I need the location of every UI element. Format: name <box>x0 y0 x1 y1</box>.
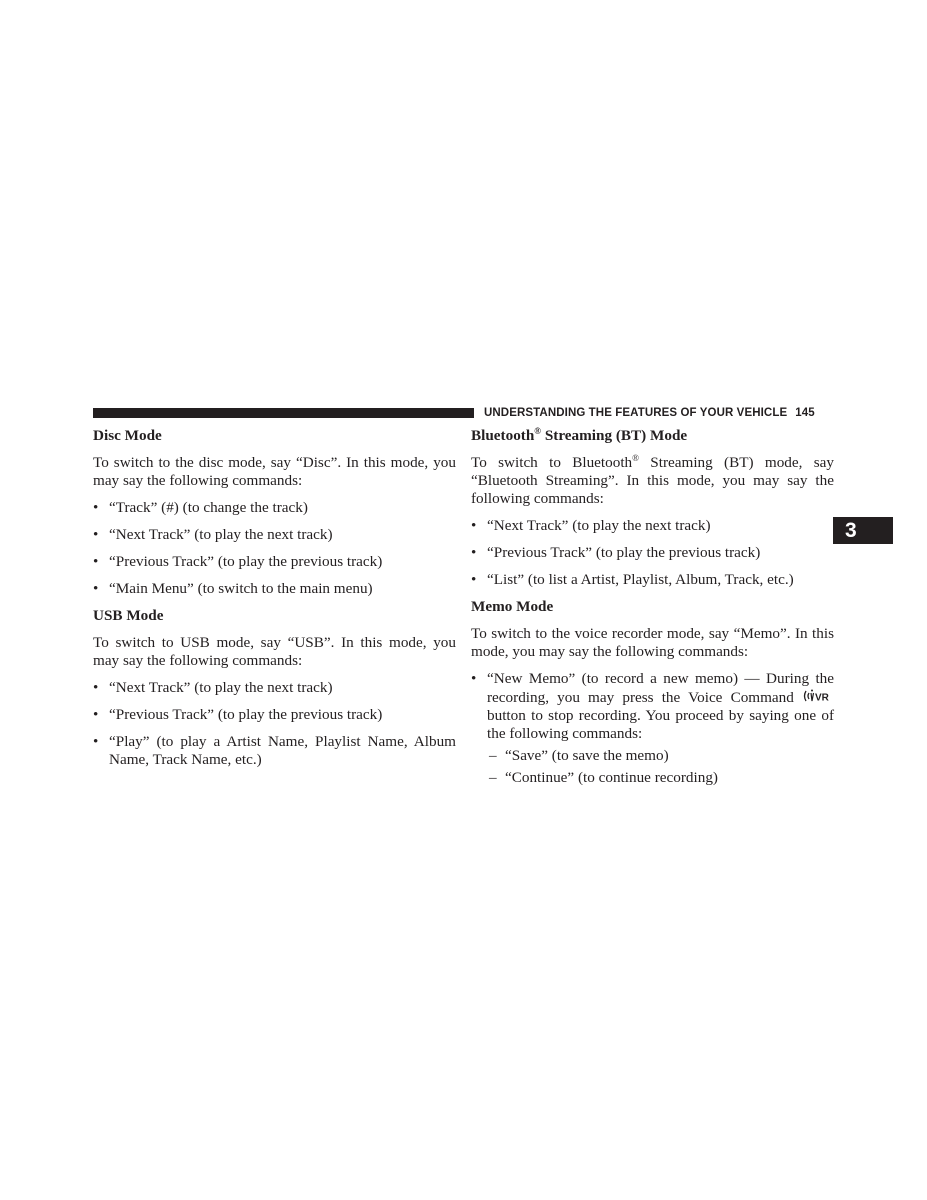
bt-heading-post: Streaming (BT) Mode <box>541 427 688 444</box>
left-column <box>93 427 456 769</box>
list-item: • “Previous Track” (to play the previous track) <box>93 553 456 571</box>
voice-command-icon <box>802 688 834 704</box>
new-memo-text-pre: “New Memo” (to record a new memo) — During the recording, you may press the Voice Command <box>487 670 834 706</box>
list-item: • “Main Menu” (to switch to the main menu) <box>93 580 456 598</box>
registered-mark: ® <box>534 425 542 436</box>
list-item: – “Continue” (to continue recording) <box>487 769 834 787</box>
bt-mode-heading <box>471 427 834 445</box>
memo-mode-list <box>471 670 834 787</box>
bt-mode-intro <box>471 454 834 508</box>
disc-mode-intro: To switch to the disc mode, say “Disc”. In this mode, you may say the following commands: <box>93 454 456 489</box>
right-column <box>471 427 834 787</box>
list-item: • “Next Track” (to play the next track) <box>93 526 456 544</box>
list-item: – “Save” (to save the memo) <box>487 747 834 765</box>
bt-mode-list <box>471 517 834 589</box>
usb-mode-intro: To switch to USB mode, say “USB”. In this mode, you may say the following commands: <box>93 634 456 669</box>
voice-command-icon-label: VR <box>815 692 829 704</box>
list-item-new-memo <box>471 670 834 787</box>
bt-intro-pre: To switch to Bluetooth <box>471 454 633 471</box>
list-item: • “Track” (#) (to change the track) <box>93 499 456 517</box>
disc-mode-heading: Disc Mode <box>93 427 162 444</box>
bt-intro-post: Streaming (BT) mode, say “Bluetooth Streaming”. In this mode, you may say the following commands: <box>471 454 834 507</box>
memo-sub-list <box>487 747 834 787</box>
bt-heading-pre: Bluetooth <box>471 427 535 444</box>
registered-mark: ® <box>632 452 639 463</box>
disc-mode-list <box>93 499 456 598</box>
header-rule <box>93 408 474 418</box>
new-memo-text-post: button to stop recording. You proceed by saying one of the following commands: <box>487 707 834 742</box>
memo-mode-heading: Memo Mode <box>471 598 554 615</box>
list-item: • “Next Track” (to play the next track) <box>471 517 834 535</box>
list-item: • “List” (to list a Artist, Playlist, Album, Track, etc.) <box>471 571 834 589</box>
page-number: 145 <box>795 407 815 419</box>
list-item: • “Previous Track” (to play the previous track) <box>471 544 834 562</box>
running-header <box>484 406 836 420</box>
list-item: • “Next Track” (to play the next track) <box>93 679 456 697</box>
usb-mode-heading: USB Mode <box>93 607 164 624</box>
list-item: • “Previous Track” (to play the previous track) <box>93 706 456 724</box>
section-title: UNDERSTANDING THE FEATURES OF YOUR VEHICLE <box>484 407 788 419</box>
list-item: • “Play” (to play a Artist Name, Playlist Name, Album Name, Track Name, etc.) <box>93 733 456 769</box>
chapter-tab: 3 <box>833 517 893 544</box>
usb-mode-list <box>93 679 456 769</box>
voice-command-icon-graphic <box>802 688 834 704</box>
memo-mode-intro: To switch to the voice recorder mode, say “Memo”. In this mode, you may say the following commands: <box>471 625 834 660</box>
